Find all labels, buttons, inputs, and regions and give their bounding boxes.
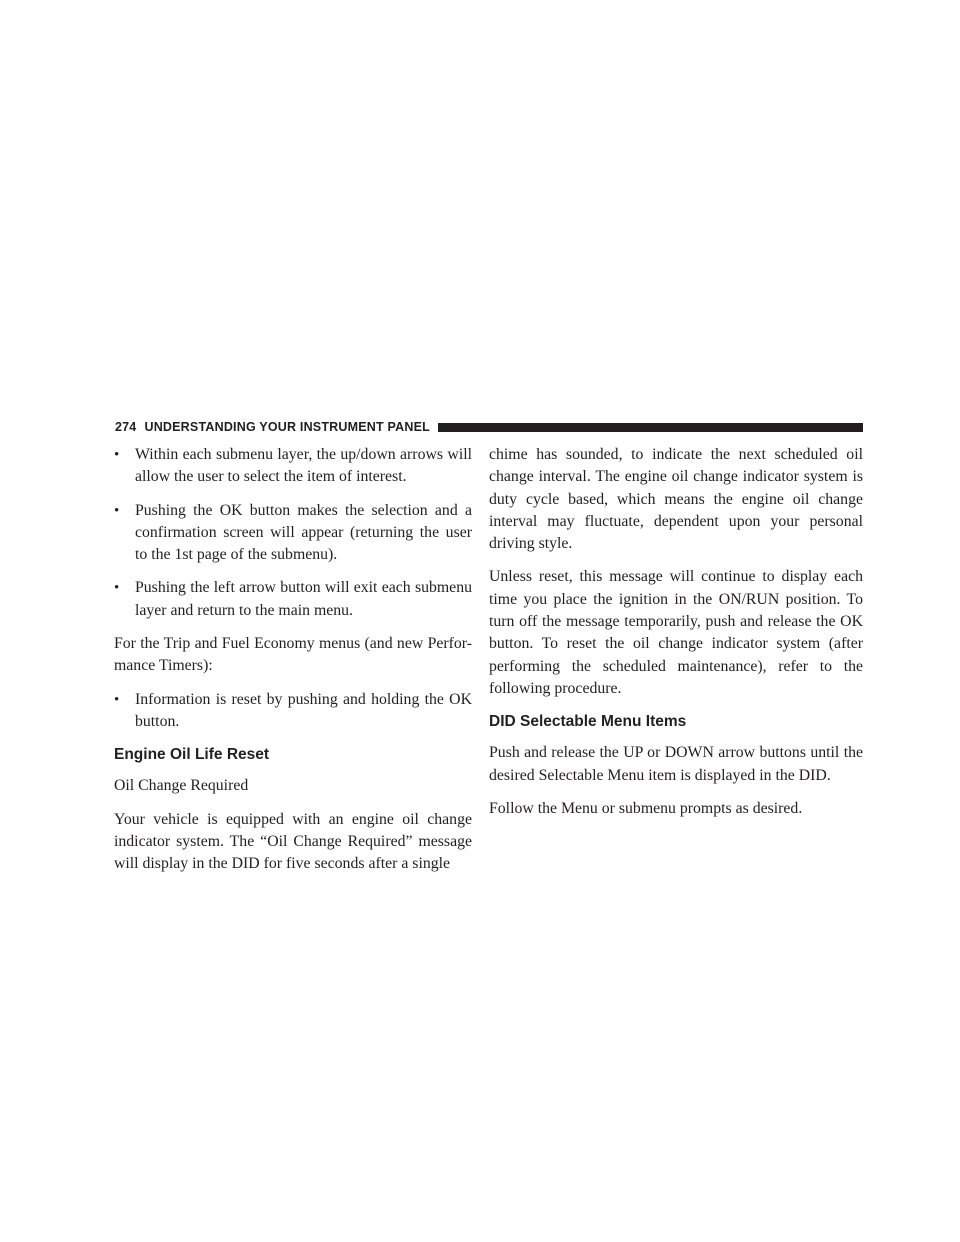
oil-subheading: Oil Change Required — [114, 777, 249, 795]
bullet-text: Within each submenu layer, the up/down arrows will allow the user to select the item of interest. — [135, 446, 472, 486]
page-number: 274 — [115, 420, 137, 434]
left-column — [114, 444, 472, 886]
bullet-item — [114, 444, 472, 489]
heading-did-selectable-menu-items: DID Selectable Menu Items — [489, 713, 687, 731]
bullet-text: Pushing the left arrow button will exit each submenu layer and return to the main menu. — [135, 579, 472, 619]
bullet-item — [114, 577, 472, 622]
bullet-icon: • — [114, 580, 120, 597]
bullet-icon: • — [114, 502, 120, 519]
header-rule — [438, 423, 863, 432]
heading-engine-oil-life-reset: Engine Oil Life Reset — [114, 746, 270, 764]
bullet-item — [114, 500, 472, 567]
continued-paragraph: chime has sounded, to indicate the next scheduled oil change interval. The engine oil change indicator system is duty cycle based, which means the engine oil change interval may fluctuate, dependent upon your personal driving style. — [489, 446, 863, 553]
did-paragraph: Push and release the UP or DOWN arrow buttons until the desired Selectable Menu item is displayed in the DID. — [489, 744, 863, 784]
oil-paragraph: Your vehicle is equipped with an engine oil change indicator system. The “Oil Change Required” message will display in the DID for five seconds after a single — [114, 810, 472, 873]
bullet-item — [114, 689, 472, 734]
bullet-text: Information is reset by pushing and holding the OK button. — [135, 690, 472, 730]
trip-paragraph: For the Trip and Fuel Economy menus (and new Perfor-mance Timers): — [114, 635, 472, 675]
section-title: UNDERSTANDING YOUR INSTRUMENT PANEL — [144, 420, 430, 434]
page-header — [115, 419, 863, 435]
right-column — [489, 444, 863, 831]
follow-paragraph: Follow the Menu or submenu prompts as desired. — [489, 799, 803, 817]
bullet-text: Pushing the OK button makes the selection and a confirmation screen will appear (returning the user to the 1st page of the submenu). — [135, 501, 472, 564]
bullet-icon: • — [114, 447, 120, 463]
bullet-icon: • — [114, 691, 120, 708]
reset-paragraph: Unless reset, this message will continue to display each time you place the ignition in the ON/RUN position. To turn off the message temporarily, push and release the OK button. To reset the oil change indicator system (after performing the scheduled maintenance), refer to the following procedure. — [489, 568, 863, 697]
